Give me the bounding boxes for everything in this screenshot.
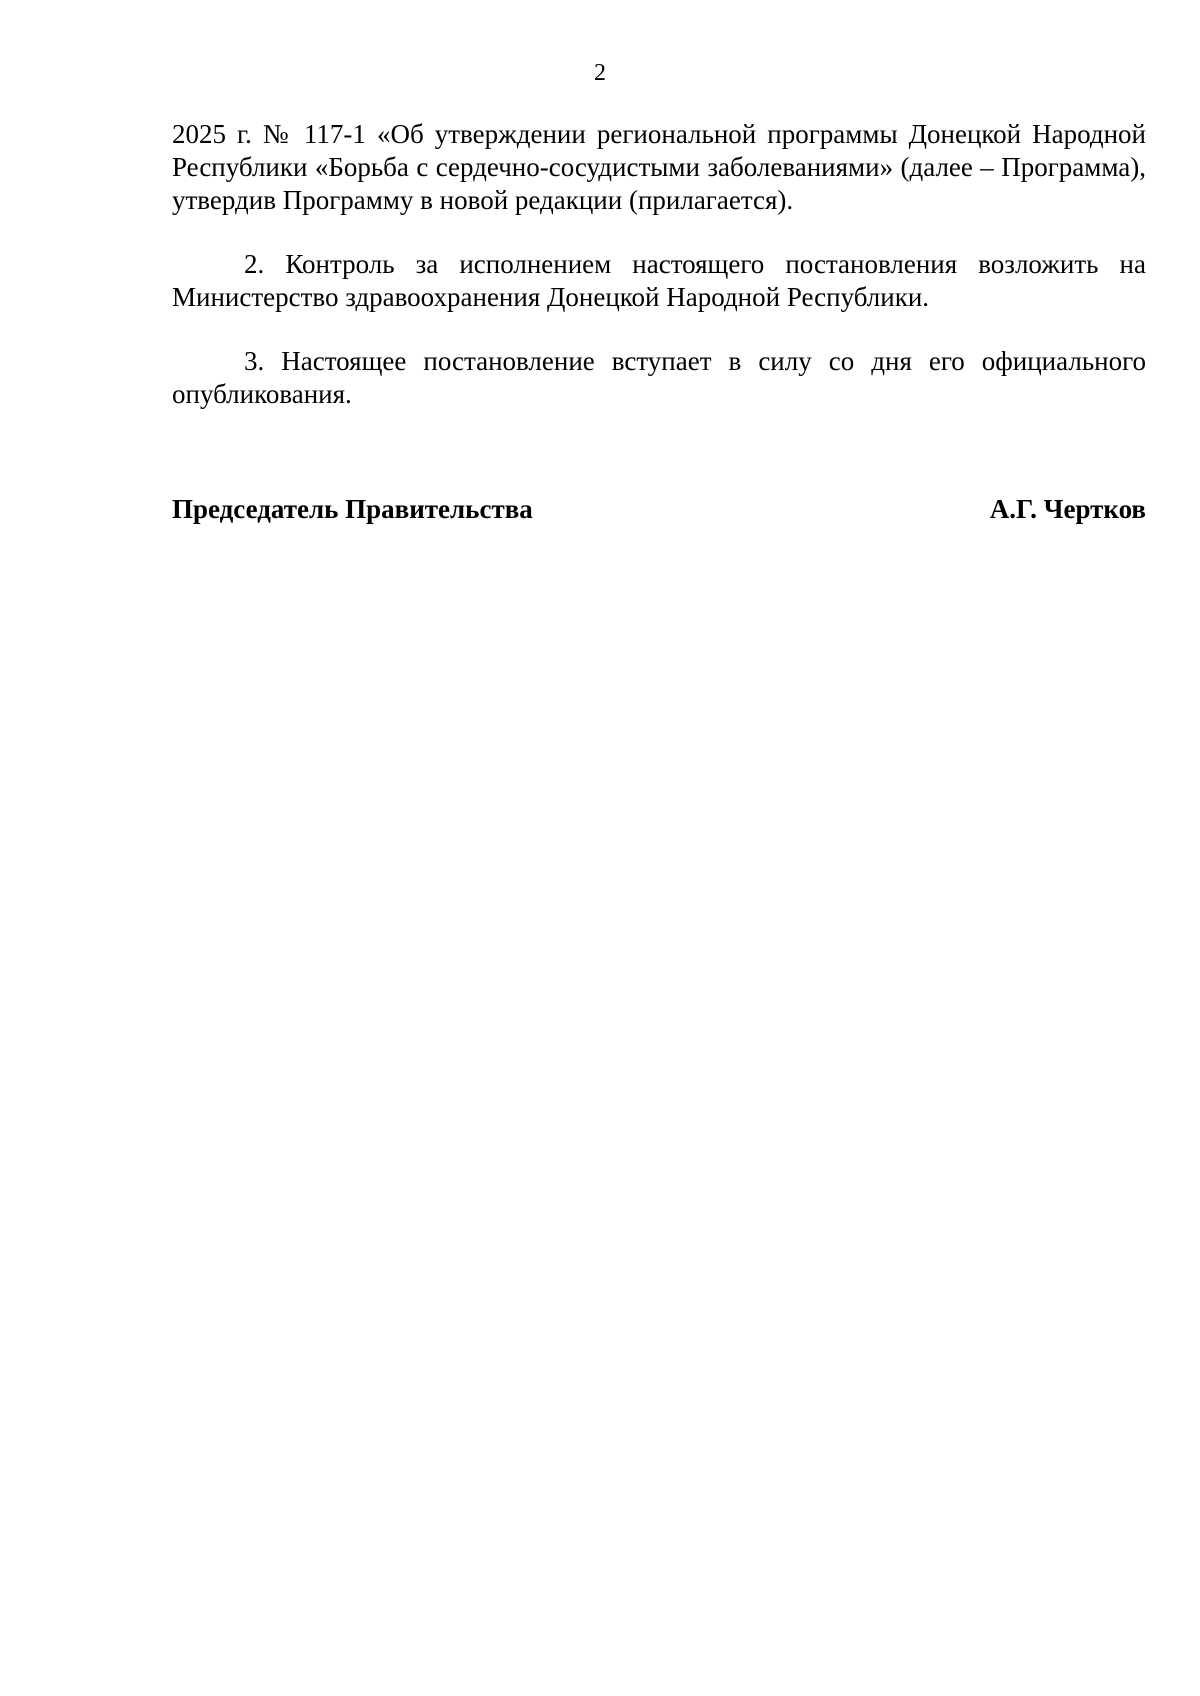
page-number: 2 (594, 60, 606, 86)
signatory-name: А.Г. Чертков (989, 494, 1146, 524)
signature-block (172, 493, 1146, 526)
paragraph-continuation: 2025 г. № 117-1 «Об утверждении региональной программы Донецкой Народной Республики «Борьба с сердечно-сосудистыми заболеваниями» (далее – Программа), утвердив Программу в новой редакции (прилагается). (172, 119, 1146, 215)
paragraph-item-3: 3. Настоящее постановление вступает в силу со дня его официального опубликования. (172, 346, 1146, 409)
paragraph-item-2: 2. Контроль за исполнением настоящего постановления возложить на Министерство здравоохранения Донецкой Народной Республики. (172, 249, 1146, 312)
document-body (172, 118, 1146, 411)
signatory-position: Председатель Правительства (172, 494, 533, 524)
